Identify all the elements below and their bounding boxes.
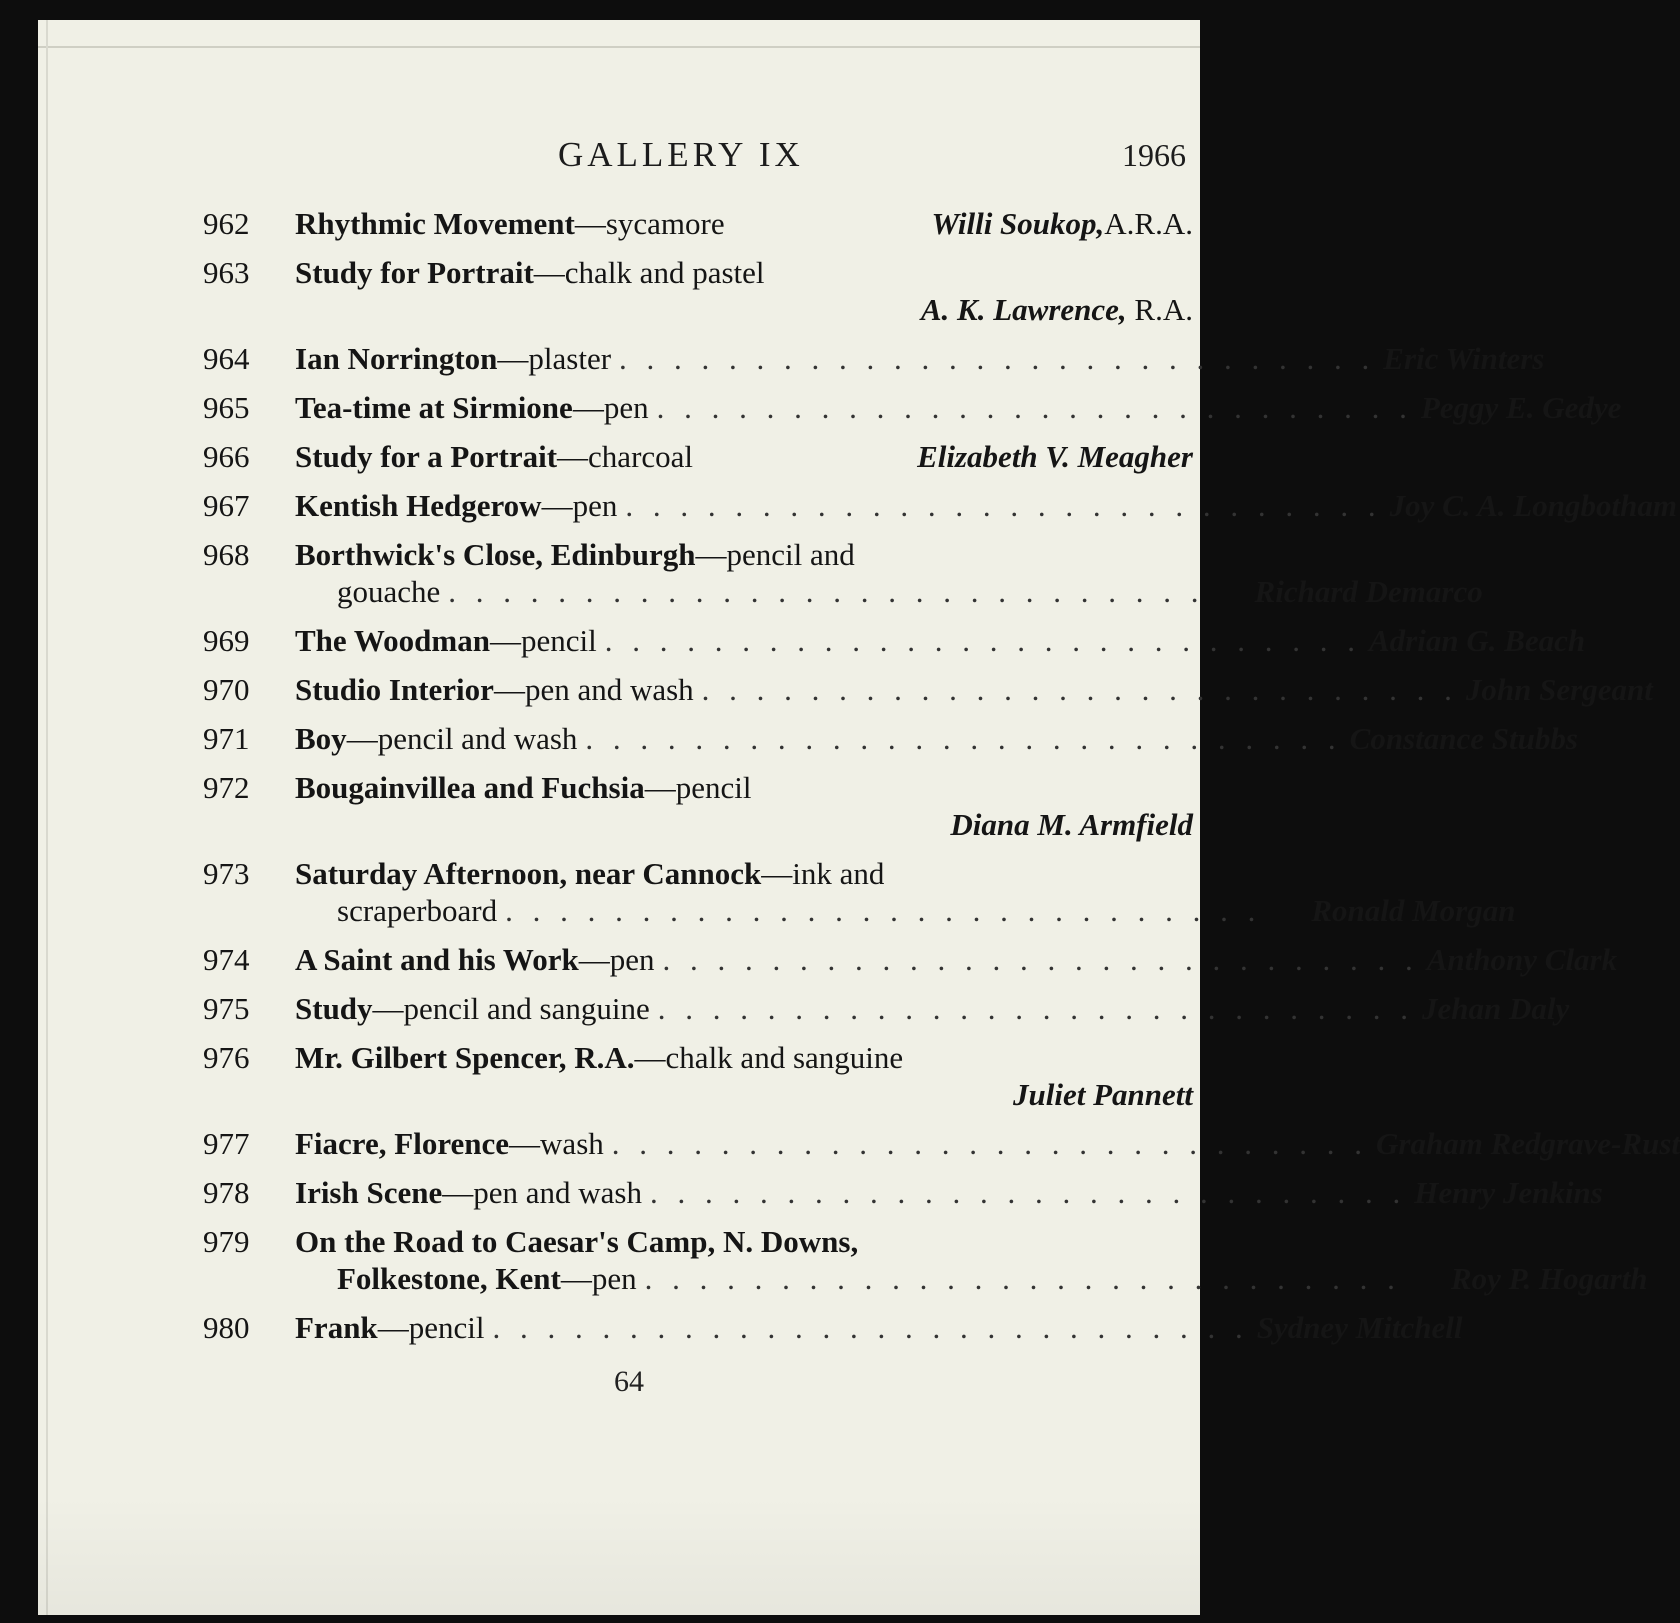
entry-number: 963 (203, 255, 250, 290)
entry-artist: Constance Stubbs (1349, 721, 1578, 756)
entry-medium: —pencil (489, 623, 597, 658)
entry-medium: —pencil (377, 1310, 485, 1345)
entry-number: 975 (203, 991, 250, 1026)
entry-medium: —pen (541, 488, 618, 523)
entry-medium: —plaster (497, 341, 612, 376)
entry-number: 972 (203, 770, 250, 805)
entry-honours: A.R.A. (1104, 206, 1193, 241)
entry-title: Kentish Hedgerow (295, 488, 542, 523)
leader-dots: . . . . . . . . . . . . . . . . . . . . . . . . . . . . (505, 893, 1262, 928)
entry-number: 970 (203, 672, 250, 707)
leader-dots: . . . . . . . . . . . . . . . . . . . . . . . . . . . . (448, 574, 1205, 609)
entry-medium: —pen (572, 390, 649, 425)
entry-medium: —sycamore (574, 206, 725, 241)
entry-medium: —chalk and pastel (533, 255, 765, 290)
entry-title: Tea-time at Sirmione (295, 390, 573, 425)
entry (203, 1223, 1648, 1297)
entry (203, 769, 1193, 843)
catalogue-page (38, 20, 1680, 1615)
entry-list (203, 205, 1680, 1358)
entry (203, 1125, 1680, 1162)
entry (203, 438, 1193, 475)
entry-medium: —ink and (761, 856, 885, 891)
entry-medium: —chalk and sanguine (634, 1040, 904, 1075)
page-header (38, 135, 1200, 185)
leader-dots: . . . . . . . . . . . . . . . . . . . . . . . . . . . . (619, 341, 1376, 376)
leader-dots: . . . . . . . . . . . . . . . . . . . . . . . . . . . . (585, 721, 1342, 756)
entry (203, 622, 1586, 659)
entry (203, 536, 1483, 610)
entry-artist: Henry Jenkins (1414, 1175, 1603, 1210)
leader-dots: . . . . . . . . . . . . . . . . . . . . . . . . . . . . (604, 623, 1361, 658)
entry-artist: Elizabeth V. Meagher (917, 439, 1193, 474)
entry (203, 941, 1618, 978)
entry-medium-continued: scraperboard (337, 893, 498, 928)
entry-number: 966 (203, 439, 250, 474)
entry-title: Bougainvillea and Fuchsia (295, 770, 645, 805)
entry-artist: Roy P. Hogarth (1450, 1261, 1648, 1296)
entry (203, 855, 1516, 929)
entry-artist: Eric Winters (1383, 341, 1545, 376)
entry-artist: Graham Redgrave-Rust (1376, 1126, 1680, 1161)
entry-medium: —charcoal (557, 439, 694, 474)
entry (203, 990, 1570, 1027)
leader-dots: . . . . . . . . . . . . . . . . . . . . . . . . . . . . (649, 1175, 1407, 1210)
leader-dots: . . . . . . . . . . . . . . . . . . . . . . . . . . . . (701, 672, 1458, 707)
entry-number: 964 (203, 341, 250, 376)
entry-medium: —pen and wash (493, 672, 694, 707)
entry-title: Fiacre, Florence (295, 1126, 510, 1161)
entry-number: 977 (203, 1126, 250, 1161)
page-shadow (38, 1495, 1200, 1615)
entry-title: Irish Scene (295, 1175, 443, 1210)
entry-artist: Willi Soukop, (931, 206, 1105, 241)
leader-dots: . . . . . . . . . . . . . . . . . . . . . . . . . . . . (644, 1261, 1401, 1296)
entry (203, 671, 1653, 708)
entry-number: 967 (203, 488, 250, 523)
gallery-title: GALLERY IX (558, 135, 804, 174)
entry-number: 968 (203, 537, 250, 572)
entry-title: Borthwick's Close, Edinburgh (295, 537, 696, 572)
entry-title: Rhythmic Movement (295, 206, 575, 241)
year: 1966 (1122, 137, 1186, 173)
entry-artist: Ronald Morgan (1311, 893, 1516, 928)
entry-title: Ian Norrington (295, 341, 498, 376)
entry-title: Study for Portrait (295, 255, 534, 290)
entry-title: Frank (295, 1310, 378, 1345)
entry-number: 962 (203, 206, 250, 241)
entry-medium: —pencil and (695, 537, 855, 572)
entry-number: 978 (203, 1175, 250, 1210)
entry-artist: Adrian G. Beach (1368, 623, 1586, 658)
leader-dots: . . . . . . . . . . . . . . . . . . . . . . . . . . . . (657, 991, 1414, 1026)
entry-medium: —wash (509, 1126, 604, 1161)
entry-artist: Anthony Clark (1426, 942, 1618, 977)
entry (203, 340, 1545, 377)
entry-title: Study (295, 991, 373, 1026)
page-edge (38, 46, 1200, 48)
page-number: 64 (614, 1365, 644, 1398)
entry (203, 1039, 1193, 1113)
entry-number: 980 (203, 1310, 250, 1345)
entry-title: Saturday Afternoon, near Cannock (295, 856, 762, 891)
entry-number: 979 (203, 1224, 250, 1259)
entry (203, 389, 1622, 426)
entry (203, 487, 1677, 524)
leader-dots: . . . . . . . . . . . . . . . . . . . . . . . . . . . . (492, 1310, 1249, 1345)
entry-number: 969 (203, 623, 250, 658)
entry-artist: Richard Demarco (1254, 574, 1483, 609)
entry-number: 971 (203, 721, 250, 756)
leader-dots: . . . . . . . . . . . . . . . . . . . . . . . . . . . . (656, 390, 1413, 425)
entry-title: A Saint and his Work (295, 942, 579, 977)
entry (203, 1174, 1603, 1211)
entry-number: 976 (203, 1040, 250, 1075)
entry-number: 965 (203, 390, 250, 425)
entry-artist: Diana M. Armfield (950, 807, 1193, 842)
entry-title-continued: Folkestone, Kent (337, 1261, 561, 1296)
entry-title: The Woodman (295, 623, 490, 658)
leader-dots: . . . . . . . . . . . . . . . . . . . . . . . . . . . . (625, 488, 1382, 523)
entry-medium: —pen (578, 942, 655, 977)
leader-dots: . . . . . . . . . . . . . . . . . . . . . . . . . . . . (611, 1126, 1369, 1161)
leader-dots: . . . . . . . . . . . . . . . . . . . . . . . . . . . . (662, 942, 1419, 977)
entry-medium: —pencil (644, 770, 752, 805)
entry-honours: R.A. (1126, 292, 1193, 327)
entry-artist: Jehan Daly (1422, 991, 1570, 1026)
entry-artist: Peggy E. Gedye (1420, 390, 1622, 425)
entry (203, 254, 1193, 328)
entry-artist: Juliet Pannett (1013, 1077, 1193, 1112)
entry-medium: —pen and wash (442, 1175, 642, 1210)
entry-number: 974 (203, 942, 250, 977)
entry-number: 973 (203, 856, 250, 891)
entry-title: Mr. Gilbert Spencer, R.A. (295, 1040, 635, 1075)
entry (203, 205, 1193, 242)
entry-title: Boy (295, 721, 347, 756)
entry-artist: Joy C. A. Longbotham (1389, 488, 1677, 523)
entry-title: On the Road to Caesar's Camp, N. Downs, (295, 1224, 859, 1259)
entry (203, 720, 1578, 757)
entry-title: Studio Interior (295, 672, 494, 707)
entry-artist: Sydney Mitchell (1256, 1310, 1463, 1345)
entry (203, 1309, 1463, 1346)
entry-artist: John Sergeant (1465, 672, 1653, 707)
entry-artist: A. K. Lawrence, (920, 292, 1127, 327)
entry-title: Study for a Portrait (295, 439, 558, 474)
entry-medium: —pencil and wash (346, 721, 578, 756)
entry-medium-continued: gouache (337, 574, 441, 609)
entry-medium: —pen (560, 1261, 637, 1296)
entry-medium: —pencil and sanguine (372, 991, 650, 1026)
